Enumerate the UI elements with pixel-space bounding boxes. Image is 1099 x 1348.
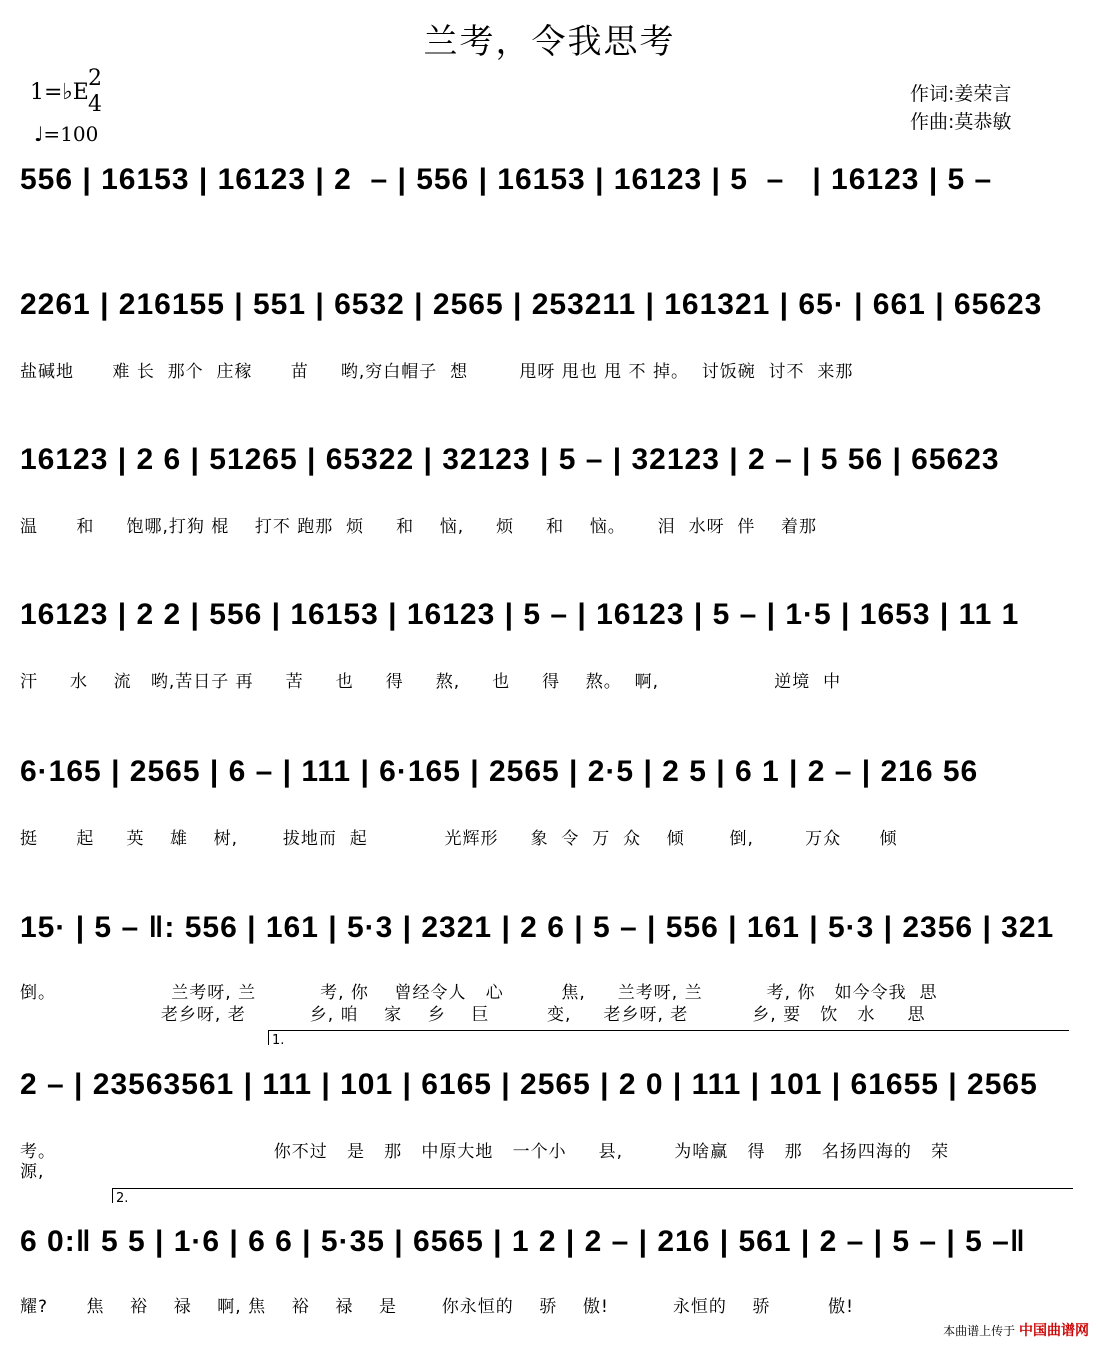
score-row-7	[20, 1065, 1070, 1185]
notation-line: 15· | 5 – ‖: 556 | 161 | 5·3 | 2321 | 2 6 | 5 – | 556 | 161 | 5·3 | 2356 | 321	[20, 911, 1055, 944]
first-ending-label: 1.	[272, 1033, 285, 1048]
score-row-5	[20, 752, 1070, 852]
page-title: 兰考，令我思考	[423, 22, 676, 62]
footer-watermark	[943, 1320, 1089, 1340]
notation-line: 556 | 16153 | 16123 | 2 – | 556 | 16153 | 16123 | 5 – | 16123 | 5 –	[20, 163, 993, 196]
lyric-line: 倒。 兰考呀, 兰 考, 你 曾经令人 心 焦, 兰考呀, 兰 考, 你 如今令我 思	[20, 983, 938, 1003]
lyric-line-second-verse: 源,	[20, 1162, 45, 1182]
lyric-line: 温 和 饱哪,打狗 棍 打不 跑那 烦 和 恼, 烦 和 恼。 泪 水呀 伴 着那	[20, 517, 818, 537]
footer-text: 本曲谱上传于	[943, 1324, 1016, 1338]
key-signature: 1=♭E	[30, 80, 89, 105]
credits	[910, 80, 1011, 136]
score-row-2	[20, 285, 1070, 385]
second-ending-label: 2.	[116, 1191, 129, 1206]
notation-line: 16123 | 2 6 | 51265 | 65322 | 32123 | 5 – | 32123 | 2 – | 5 56 | 65623	[20, 443, 1000, 476]
lyric-line: 挺 起 英 雄 树, 拔地而 起 光辉形 象 令 万 众 倾 倒, 万众 倾	[20, 829, 898, 849]
notation-line: 16123 | 2 2 | 556 | 16153 | 16123 | 5 – | 16123 | 5 – | 1·5 | 1653 | 11 1	[20, 598, 1020, 631]
score-row-4	[20, 595, 1070, 695]
notation-line: 2 – | 23563561 | 111 | 101 | 6165 | 2565 | 2 0 | 111 | 101 | 61655 | 2565	[20, 1068, 1038, 1101]
composer-credit: 作曲:莫恭敏	[910, 111, 1012, 133]
lyric-line: 考。 你不过 是 那 中原大地 一个小 县, 为啥赢 得 那 名扬四海的 荣	[20, 1142, 950, 1162]
score-row-1	[20, 160, 1070, 220]
meter-numerator: 2	[88, 66, 102, 91]
first-ending-bracket	[268, 1030, 1069, 1048]
score-row-3	[20, 440, 1070, 540]
lyric-line: 汗 水 流 哟,苦日子 再 苦 也 得 熬, 也 得 熬。 啊, 逆境 中	[20, 672, 842, 692]
lyric-line-second-verse: 老乡呀, 老 乡, 咱 家 乡 巨 变, 老乡呀, 老 乡, 要 饮 水 思	[20, 1005, 926, 1025]
score-row-8	[20, 1222, 1070, 1322]
lyric-line: 耀? 焦 裕 禄 啊, 焦 裕 禄 是 你永恒的 骄 傲! 永恒的 骄 傲!	[20, 1297, 854, 1317]
site-logo: 中国曲谱网	[1019, 1323, 1089, 1339]
lyricist-credit: 作词:姜荣言	[910, 83, 1012, 105]
notation-line: 2261 | 216155 | 551 | 6532 | 2565 | 253211 | 161321 | 65· | 661 | 65623	[20, 288, 1043, 321]
tempo-marking: ♩=100	[34, 122, 99, 146]
notation-line: 6·165 | 2565 | 6 – | 111 | 6·165 | 2565 | 2·5 | 2 5 | 6 1 | 2 – | 216 56	[20, 755, 979, 788]
second-ending-bracket	[112, 1188, 1073, 1206]
score-row-6	[20, 908, 1070, 1025]
meter-denominator: 4	[88, 92, 102, 117]
lyric-line: 盐碱地 难 长 那个 庄稼 苗 哟,穷白帽子 想 甩呀 甩也 甩 不 掉。 讨饭碗 讨不 来那	[20, 362, 854, 382]
notation-line: 6 0:‖ 5 5 | 1·6 | 6 6 | 5·35 | 6565 | 1 2 | 2 – | 216 | 561 | 2 – | 5 – | 5 –‖	[20, 1225, 1026, 1258]
time-signature	[88, 66, 102, 118]
